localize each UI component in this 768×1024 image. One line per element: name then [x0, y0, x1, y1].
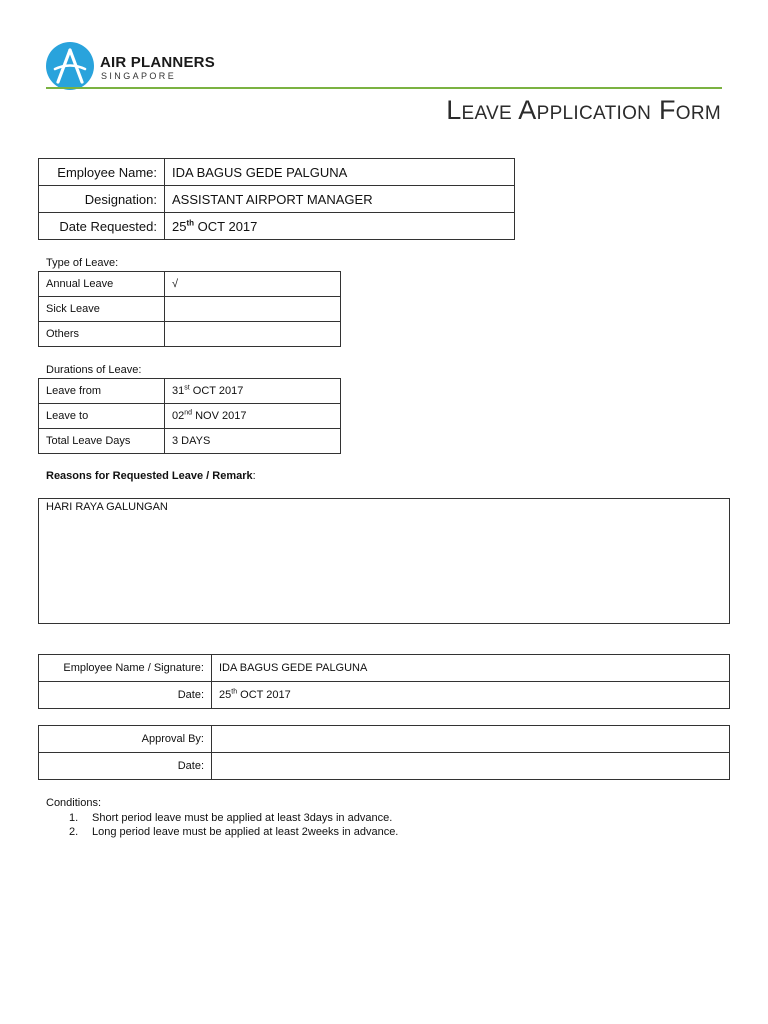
condition-item	[46, 811, 398, 826]
total-days-label: Total Leave Days	[39, 429, 165, 454]
company-location: SINGAPORE	[101, 71, 177, 81]
reasons-textarea[interactable]	[38, 498, 730, 624]
signature-date-value[interactable]	[212, 682, 730, 709]
date-requested-row	[39, 213, 515, 240]
designation-label: Designation:	[39, 186, 165, 213]
leave-type-row	[39, 297, 341, 322]
leave-type-check[interactable]	[165, 297, 341, 322]
name-signature-value[interactable]: IDA BAGUS GEDE PALGUNA	[212, 655, 730, 682]
leave-from-day: 31	[172, 385, 185, 397]
leave-type-row	[39, 322, 341, 347]
type-of-leave-table	[38, 271, 341, 347]
date-requested-day: 25	[172, 218, 187, 234]
signature-date-row	[39, 682, 730, 709]
leave-from-row	[39, 379, 341, 404]
total-days-value[interactable]: 3 DAYS	[165, 429, 341, 454]
date-requested-value[interactable]	[165, 213, 515, 240]
leave-from-suffix: st	[184, 384, 190, 392]
approval-by-label: Approval By:	[39, 726, 212, 753]
signature-date-day: 25	[219, 689, 232, 701]
condition-text: Long period leave must be applied at least 2weeks in advance.	[92, 826, 399, 838]
employee-name-value[interactable]: IDA BAGUS GEDE PALGUNA	[165, 159, 515, 186]
name-signature-row	[39, 655, 730, 682]
leave-to-row	[39, 404, 341, 429]
signature-date-rest: OCT 2017	[237, 689, 291, 701]
approval-row	[39, 726, 730, 753]
total-days-row	[39, 429, 341, 454]
durations-label: Durations of Leave:	[46, 364, 142, 376]
leave-to-suffix: nd	[184, 409, 193, 417]
type-of-leave-label: Type of Leave:	[46, 257, 119, 269]
leave-from-value[interactable]	[165, 379, 341, 404]
leave-type-check[interactable]	[165, 322, 341, 347]
reasons-label-colon: :	[252, 470, 256, 482]
condition-text: Short period leave must be applied at least 3days in advance.	[92, 811, 393, 824]
employee-info-table	[38, 158, 515, 240]
reasons-value: HARI RAYA GALUNGAN	[46, 501, 168, 513]
designation-row	[39, 186, 515, 213]
name-signature-label: Employee Name / Signature:	[39, 655, 212, 682]
air-planners-logo-icon	[46, 42, 94, 90]
conditions-section	[46, 796, 398, 840]
durations-table	[38, 378, 341, 454]
header-divider	[46, 87, 722, 89]
leave-to-day: 02	[172, 410, 185, 422]
signature-date-suffix: th	[231, 688, 238, 696]
date-requested-rest: OCT 2017	[194, 218, 258, 234]
leave-type-label: Others	[39, 322, 165, 347]
signature-date-label: Date:	[39, 682, 212, 709]
date-requested-label: Date Requested:	[39, 213, 165, 240]
conditions-heading: Conditions:	[46, 797, 102, 809]
form-title: Leave Application Form	[446, 95, 721, 125]
condition-item	[46, 825, 398, 840]
leave-from-rest: OCT 2017	[189, 385, 244, 397]
leave-to-value[interactable]	[165, 404, 341, 429]
condition-number: 2.	[69, 826, 79, 838]
company-name: AIR PLANNERS	[100, 54, 215, 71]
approval-date-field[interactable]	[212, 753, 730, 780]
approval-table	[38, 725, 730, 780]
reasons-label	[46, 470, 256, 482]
leave-type-label: Annual Leave	[39, 272, 165, 297]
leave-from-label: Leave from	[39, 379, 165, 404]
reasons-label-text: Reasons for Requested Leave / Remark	[46, 470, 253, 482]
employee-name-row	[39, 159, 515, 186]
date-requested-suffix: th	[186, 218, 195, 228]
leave-type-check[interactable]: √	[165, 272, 341, 297]
employee-name-label: Employee Name:	[39, 159, 165, 186]
signature-table	[38, 654, 730, 709]
leave-type-label: Sick Leave	[39, 297, 165, 322]
designation-value[interactable]: ASSISTANT AIRPORT MANAGER	[165, 186, 515, 213]
leave-to-label: Leave to	[39, 404, 165, 429]
approval-date-row	[39, 753, 730, 780]
condition-number: 1.	[69, 811, 79, 824]
leave-to-rest: NOV 2017	[192, 410, 247, 422]
approval-by-field[interactable]	[212, 726, 730, 753]
leave-type-row	[39, 272, 341, 297]
approval-date-label: Date:	[39, 753, 212, 780]
